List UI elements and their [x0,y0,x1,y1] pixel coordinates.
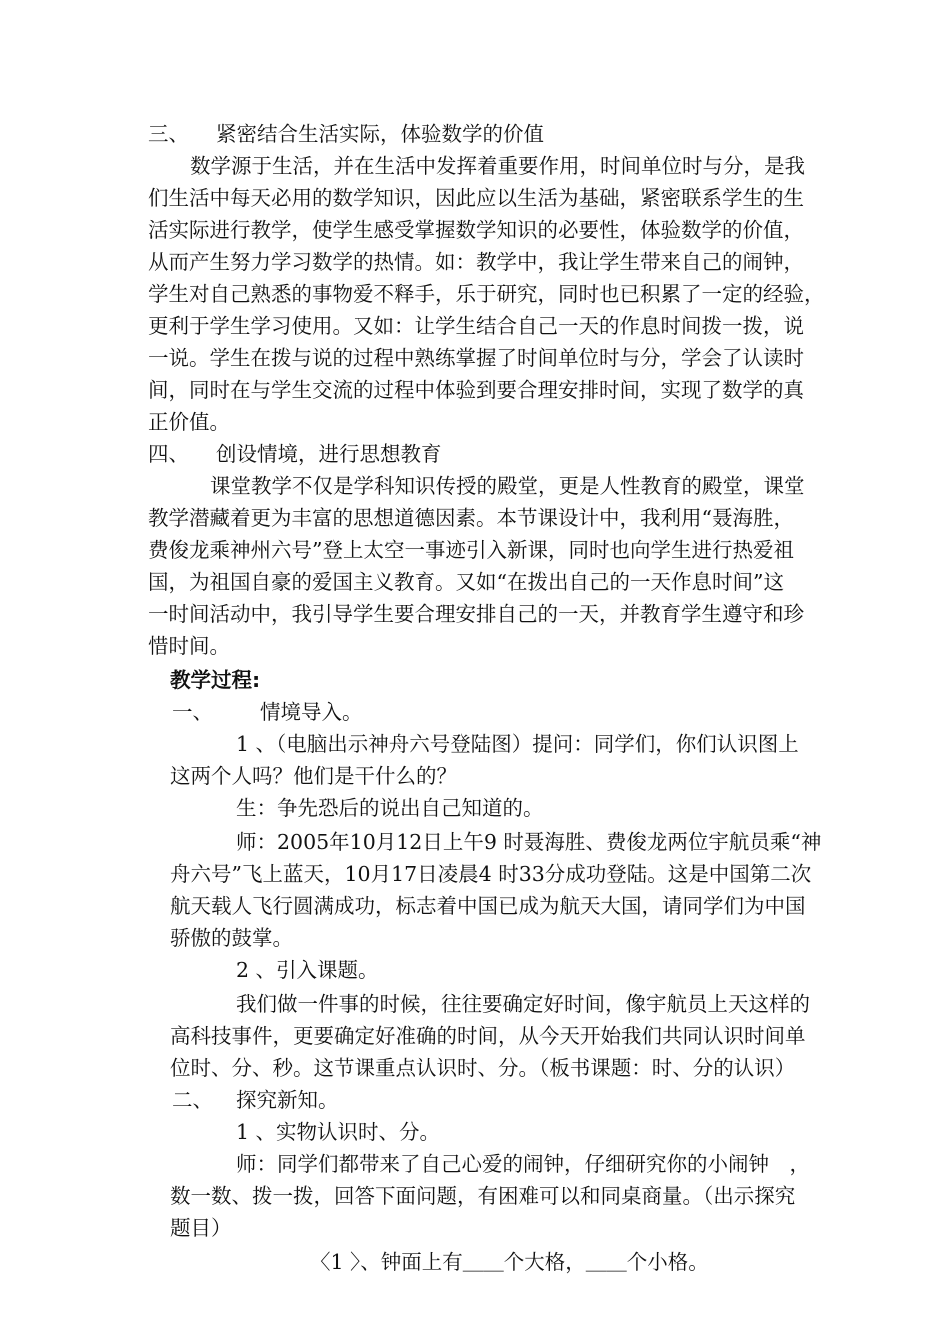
teacher-line: 航天载人飞行圆满成功，标志着中国已成为航天大国，请同学们为中国 [170,894,806,918]
part2-teacher-line: 题目） [170,1216,232,1240]
section4-line: 费俊龙乘神州六号”登上太空一事迹引入新课，同时也向学生进行热爱祖 [148,538,794,562]
teacher-line: 骄傲的鼓掌。 [170,926,293,950]
part1-q2-line: 我们做一件事的时候，往往要确定好时间，像宇航员上天这样的 [236,992,810,1016]
part1-q2-line: 位时、分、秒。这节课重点认识时、分。（板书课题：时、分的认识） [170,1056,796,1080]
section4-line: 惜时间。 [148,634,230,658]
clock-question: 〈1 〉、钟面上有＿＿个大格，＿＿个小格。 [310,1250,709,1274]
section3-line: 从而产生努力学习数学的热情。如：教学中，我让学生带来自己的闹钟， [148,250,804,274]
section4-title: 创设情境，进行思想教育 [216,442,442,466]
section4-line: 课堂教学不仅是学科知识传授的殿堂，更是人性教育的殿堂，课堂 [210,474,805,498]
section3-line: 活实际进行教学，使学生感受掌握数学知识的必要性，体验数学的价值， [148,218,804,242]
part2-number: 二、 [172,1088,213,1112]
section3-line: 一说。学生在拨与说的过程中熟练掌握了时间单位时与分，学会了认读时 [148,346,804,370]
part2-title: 探究新知。 [236,1088,339,1112]
section4-number: 四、 [148,442,189,466]
section3-line: 间，同时在与学生交流的过程中体验到要合理安排时间，实现了数学的真 [148,378,804,402]
section3-line: 学生对自己熟悉的事物爱不释手，乐于研究，同时也已积累了一定的经验， [148,282,825,306]
section3-line: 们生活中每天必用的数学知识，因此应以生活为基础，紧密联系学生的生 [148,186,804,210]
part1-q1-line: 1 、（电脑出示神舟六号登陆图）提问：同学们，你们认识图上 [236,732,799,756]
section3-line: 正价值。 [148,410,230,434]
section4-line: 国，为祖国自豪的爱国主义教育。又如“在拨出自己的一天作息时间”这 [148,570,784,594]
process-heading: 教学过程: [170,668,261,692]
section3-line: 数学源于生活，并在生活中发挥着重要作用，时间单位时与分，是我 [190,154,805,178]
part1-number: 一、 [172,700,213,724]
part1-title: 情境导入。 [260,700,363,724]
part1-q2: 2 、引入课题。 [236,958,379,982]
section3-title: 紧密结合生活实际，体验数学的价值 [216,122,544,146]
section3-line: 更利于学生学习使用。又如：让学生结合自己一天的作息时间拨一拨，说 [148,314,804,338]
part1-q2-line: 高科技事件，更要确定好准确的时间，从今天开始我们共同认识时间单 [170,1024,806,1048]
teacher-line: 师：2005年10月12日上午9 时聂海胜、费俊龙两位宇航员乘“神 [236,830,822,854]
part1-q1-line: 这两个人吗？他们是干什么的？ [170,764,457,788]
student-answer: 生：争先恐后的说出自己知道的。 [236,796,544,820]
part2-teacher-line: 师：同学们都带来了自己心爱的闹钟，仔细研究你的小闹钟 ， [236,1152,810,1176]
part2-teacher-line: 数一数、拨一拨，回答下面问题，有困难可以和同桌商量。（出示探究 [170,1184,796,1208]
section4-line: 一时间活动中，我引导学生要合理安排自己的一天，并教育学生遵守和珍 [148,602,804,626]
section3-number: 三、 [148,122,189,146]
teacher-line: 舟六号”飞上蓝天，10月17日凌晨4 时33分成功登陆。这是中国第二次 [170,862,812,886]
part2-q1: 1 、实物认识时、分。 [236,1120,441,1144]
section4-line: 教学潜藏着更为丰富的思想道德因素。本节课设计中，我利用“聂海胜， [148,506,794,530]
